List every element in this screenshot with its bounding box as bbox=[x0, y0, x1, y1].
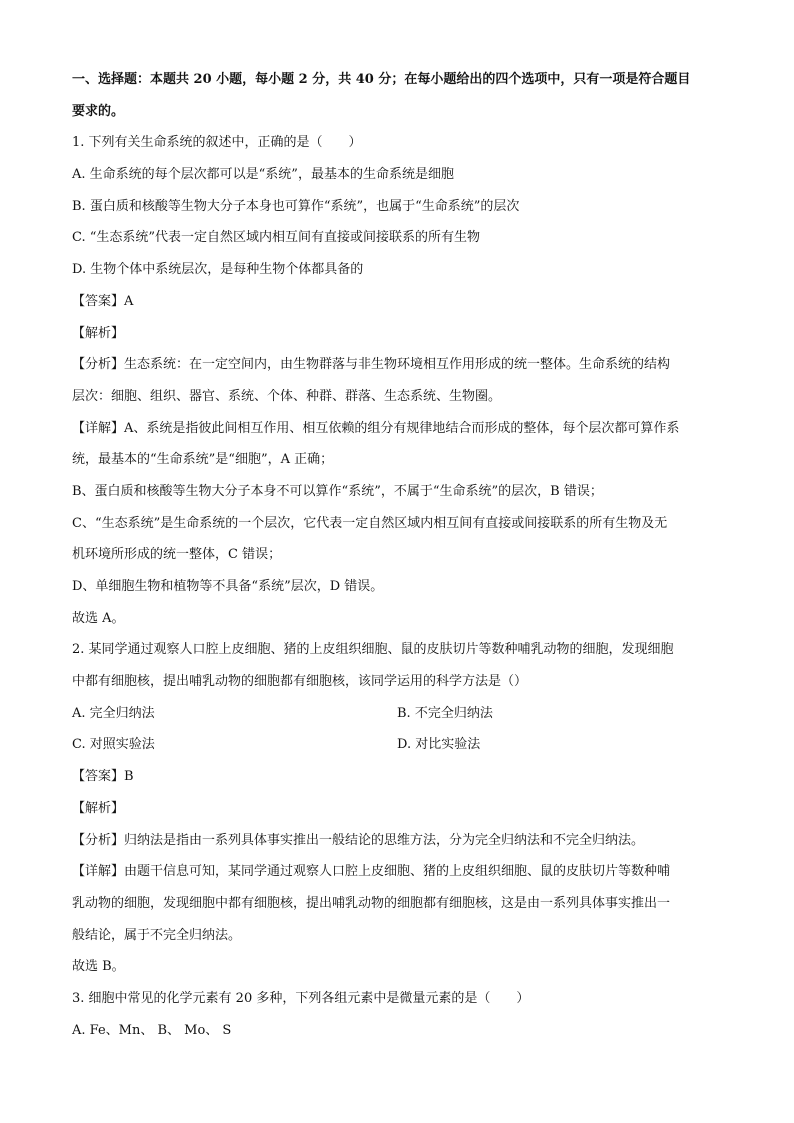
detail-text: B、蛋白质和核酸等生物大分子本身不可以算作“系统”，不属于“生命系统”的层次，B 错误； bbox=[72, 483, 603, 499]
choose-text: 故选 A。 bbox=[72, 610, 125, 626]
option-d: D. 生物个体中系统层次，是每种生物个体都具备的 bbox=[72, 262, 364, 278]
question-stem: 1. 下列有关生命系统的叙述中，正确的是（ ） bbox=[72, 135, 362, 151]
analysis-label: 【解析】 bbox=[72, 325, 125, 341]
section-heading-cont: 要求的。 bbox=[72, 103, 125, 119]
analysis-text: 【分析】归纳法是指由一系列具体事实推出一般结论的思维方法，分为完全归纳法和不完全归纳法。 bbox=[72, 832, 645, 848]
question-stem: 3. 细胞中常见的化学元素有 20 多种，下列各组元素中是微量元素的是（ ） bbox=[72, 990, 530, 1006]
option-a: A. 完全归纳法 bbox=[72, 705, 155, 721]
option-c: C. “生态系统”代表一定自然区域内相互间有直接或间接联系的所有生物 bbox=[72, 230, 481, 246]
answer-label: 【答案】B bbox=[72, 769, 134, 785]
detail-text: 般结论，属于不完全归纳法。 bbox=[72, 927, 242, 943]
option-a: A. 生命系统的每个层次都可以是“系统”，最基本的生命系统是细胞 bbox=[72, 167, 454, 183]
detail-text: 机环境所形成的统一整体，C 错误； bbox=[72, 547, 282, 563]
section-heading: 一、选择题：本题共 20 小题，每小题 2 分，共 40 分；在每小题给出的四个选项中，只有一项是符合题目 bbox=[72, 72, 691, 87]
question-stem-cont: 中都有细胞核，提出哺乳动物的细胞都有细胞核，该同学运用的科学方法是（） bbox=[72, 674, 528, 690]
option-b: B. 不完全归纳法 bbox=[397, 705, 493, 721]
options-row bbox=[72, 729, 722, 761]
analysis-text: 【分析】生态系统：在一定空间内，由生物群落与非生物环境相互作用形成的统一整体。生命系统的结构 bbox=[72, 357, 671, 373]
document-body bbox=[72, 64, 722, 1046]
detail-text: 乳动物的细胞，发现细胞中都有细胞核，提出哺乳动物的细胞都有细胞核，这是由一系列具体事实推出一 bbox=[72, 895, 671, 911]
detail-text: 统，最基本的“生命系统”是“细胞”，A 正确； bbox=[72, 452, 334, 468]
analysis-label: 【解析】 bbox=[72, 800, 125, 816]
analysis-text: 层次：细胞、组织、器官、系统、个体、种群、群落、生态系统、生物圈。 bbox=[72, 388, 502, 404]
option-a: A. Fe、Mn、 B、 Mo、 S bbox=[72, 1022, 232, 1038]
question-stem: 2. 某同学通过观察人口腔上皮细胞、猪的上皮组织细胞、鼠的皮肤切片等数种哺乳动物的细胞，发现细胞 bbox=[72, 642, 674, 658]
detail-text: 【详解】A、系统是指彼此间相互作用、相互依赖的组分有规律地结合而形成的整体，每个层次都可算作系 bbox=[72, 420, 680, 436]
options-row bbox=[72, 698, 722, 730]
option-c: C. 对照实验法 bbox=[72, 737, 155, 753]
detail-text: D、单细胞生物和植物等不具备“系统”层次，D 错误。 bbox=[72, 579, 384, 594]
detail-text: C、“生态系统”是生命系统的一个层次，它代表一定自然区域内相互间有直接或间接联系的所有生物及无 bbox=[72, 515, 668, 531]
option-b: B. 蛋白质和核酸等生物大分子本身也可算作“系统”，也属于“生命系统”的层次 bbox=[72, 198, 520, 214]
option-d: D. 对比实验法 bbox=[397, 737, 481, 753]
detail-text: 【详解】由题干信息可知，某同学通过观察人口腔上皮细胞、猪的上皮组织细胞、鼠的皮肤切片等数种哺 bbox=[72, 864, 671, 880]
choose-text: 故选 B。 bbox=[72, 959, 125, 975]
answer-label: 【答案】A bbox=[72, 293, 134, 309]
